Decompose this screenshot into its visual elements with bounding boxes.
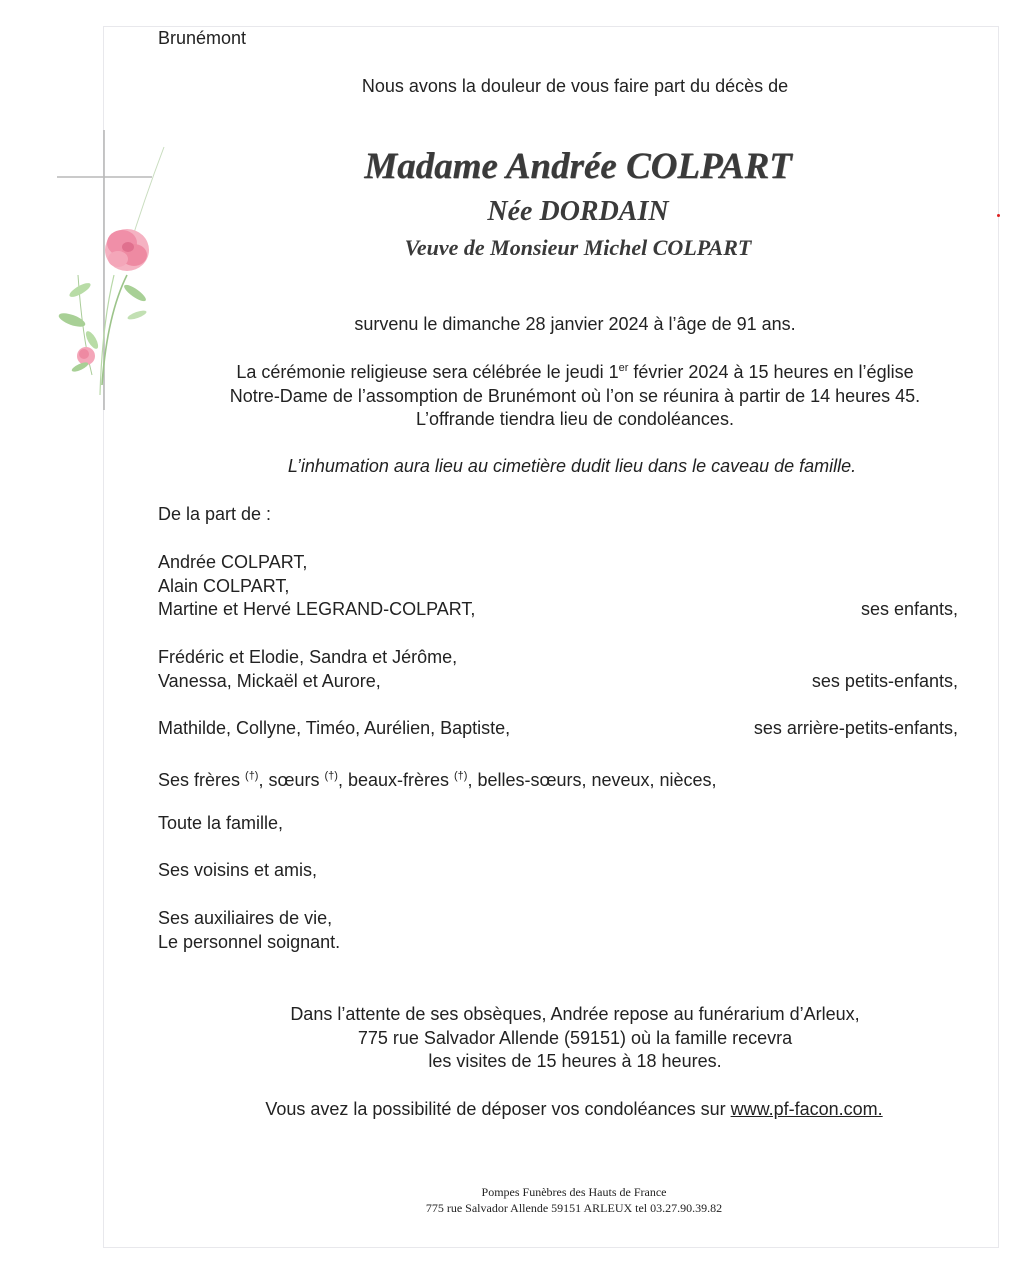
scan-speck [997, 214, 1000, 217]
carers-group [158, 907, 958, 954]
wake-line-1: Dans l’attente de ses obsèques, Andrée repose au funérarium d’Arleux, [290, 1004, 860, 1024]
widow-of: Veuve de Monsieur Michel COLPART [404, 235, 752, 260]
great-grandchild-names: Mathilde, Collyne, Timéo, Aurélien, Baptiste, [158, 718, 511, 738]
wake-line-2: 775 rue Salvador Allende (59151) où la famille recevra [357, 1027, 793, 1048]
grandchild-line-last [158, 670, 958, 694]
deceased-name: Madame Andrée COLPART [364, 146, 792, 187]
siblings-line [158, 765, 958, 793]
ceremony-text-1: La cérémonie religieuse sera célébrée le jeudi 1 [236, 362, 619, 382]
carers-line-2: Le personnel soignant. [158, 931, 341, 952]
wake-line-3: les visites de 15 heures à 18 heures. [428, 1051, 722, 1071]
condolences-line [0, 1098, 1031, 1122]
grandchildren-relation: ses petits-enfants, [811, 670, 958, 691]
condolences-link[interactable]: www.pf-facon.com. [730, 1099, 883, 1119]
burial-text: L’inhumation aura lieu au cimetière dudit lieu dans le caveau de famille. [287, 456, 857, 476]
great-grandchildren-group [158, 717, 958, 741]
children-group [158, 551, 958, 622]
great-grandchildren-relation: ses arrière-petits-enfants, [753, 718, 958, 738]
intro-text: Nous avons la douleur de vous faire part du décès de [361, 76, 789, 96]
siblings-text-c: , beaux-frères [337, 770, 454, 790]
from-label: De la part de : [158, 504, 272, 524]
siblings-text-b: , sœurs [258, 770, 325, 790]
grandchild-line: Frédéric et Elodie, Sandra et Jérôme, [158, 647, 458, 667]
siblings-text-d: , belles-sœurs, neveux, nièces, [467, 770, 717, 790]
condolences-text: Vous avez la possibilité de déposer vos condoléances sur [265, 1099, 731, 1119]
ceremony-sup: er [618, 362, 629, 374]
footer [0, 1184, 1031, 1216]
child-name: Martine et Hervé LEGRAND-COLPART, [158, 599, 476, 619]
footer-address: 775 rue Salvador Allende 59151 ARLEUX tel 03.27.90.39.82 [425, 1201, 723, 1215]
ceremony-details [0, 361, 1031, 432]
carers-line-1: Ses auxiliaires de vie, [158, 908, 333, 928]
child-line: Alain COLPART, [158, 575, 290, 596]
dagger-mark: (†) [454, 770, 468, 782]
grandchild-names: Vanessa, Mickaël et Aurore, [158, 670, 381, 691]
child-line-last [158, 598, 958, 622]
wake-details [0, 1003, 1031, 1074]
ceremony-line-3: L’offrande tiendra lieu de condoléances. [416, 409, 734, 429]
siblings-text-a: Ses frères [158, 770, 246, 790]
dagger-mark: (†) [245, 770, 259, 782]
child-line: Andrée COLPART, [158, 552, 308, 572]
ceremony-line-2: Notre-Dame de l’assomption de Brunémont où l’on se réunira à partir de 14 heures 45. [229, 385, 921, 406]
dagger-mark: (†) [324, 770, 338, 782]
footer-company: Pompes Funèbres des Hauts de France [481, 1185, 667, 1199]
whole-family: Toute la famille, [158, 813, 284, 833]
ceremony-text-2: février 2024 à 15 heures en l’église [628, 362, 914, 382]
children-relation: ses enfants, [860, 599, 958, 619]
maiden-name: Née DORDAIN [487, 196, 669, 227]
town-name: Brunémont [158, 28, 247, 48]
grandchildren-group [158, 646, 958, 693]
death-date: survenu le dimanche 28 janvier 2024 à l’âge de 91 ans. [354, 314, 796, 334]
neighbors: Ses voisins et amis, [158, 860, 318, 880]
